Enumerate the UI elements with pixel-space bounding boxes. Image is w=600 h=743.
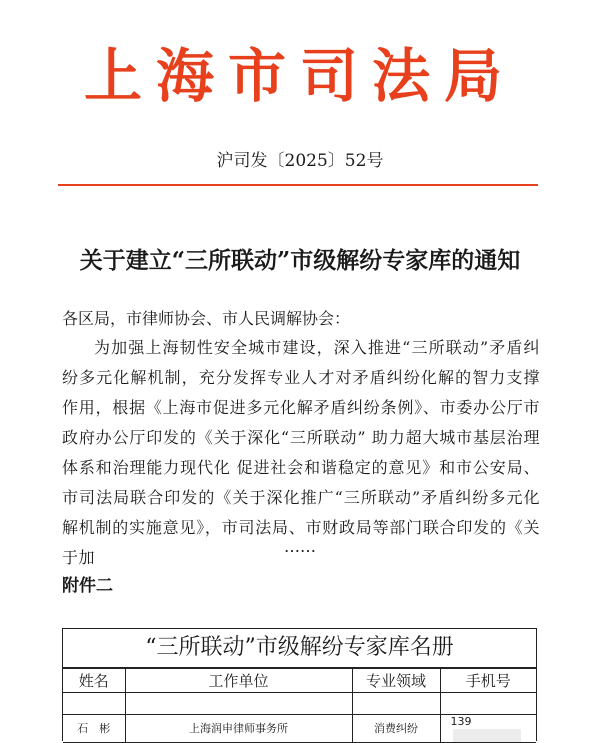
notice-title: 关于建立“三所联动”市级解纷专家库的通知 [79, 247, 521, 274]
column-header-phone: 手机号 [440, 669, 536, 693]
column-header-name: 姓名 [63, 669, 125, 693]
cell-organization: 上海润申律师事务所 [125, 715, 352, 743]
cell-field: 消费纠纷 [352, 715, 440, 743]
table-header-row [63, 669, 536, 693]
column-header-organization: 工作单位 [125, 669, 352, 693]
cell-name: 石 彬 [63, 715, 125, 743]
table-row [63, 715, 536, 743]
roster-table [63, 668, 536, 743]
roster-table-container [62, 628, 537, 741]
addressee: 各区局，市律师协会、市人民调解协会： [62, 309, 351, 328]
phone-prefix: 139 [450, 715, 472, 728]
attachment-label: 附件二 [62, 576, 113, 596]
column-header-field: 专业领域 [352, 669, 440, 693]
notice-body: 为加强上海韧性安全城市建设，深入推进“三所联动”矛盾纠纷多元化解机制，充分发挥专业人才对矛盾纠纷化解的智力支撑作用，根据《上海市促进多元化解矛盾纠纷条例》、市委办公厅市政府办公厅印发的《关于深化“三所联动” 助力超大城市基层治理体系和治理能力现代化 促进社会和谐稳定的意见》和市公安局、市司法局联合印发的《关于深化推广“三所联动”矛盾纠纷多元化解机制的实施意见》，市司法局、市财政局等部门联合印发的《关于加 [62, 338, 540, 567]
ellipsis: …… [284, 537, 316, 556]
red-divider [58, 184, 538, 186]
issuer-title: 上海市司法局 [83, 42, 516, 110]
roster-title: “三所联动”市级解纷专家库名册 [63, 629, 536, 668]
spacer-row [63, 693, 536, 715]
cell-phone [440, 715, 536, 743]
redacted-phone-mask [453, 729, 521, 742]
document-number: 沪司发〔2025〕52号 [216, 151, 384, 171]
